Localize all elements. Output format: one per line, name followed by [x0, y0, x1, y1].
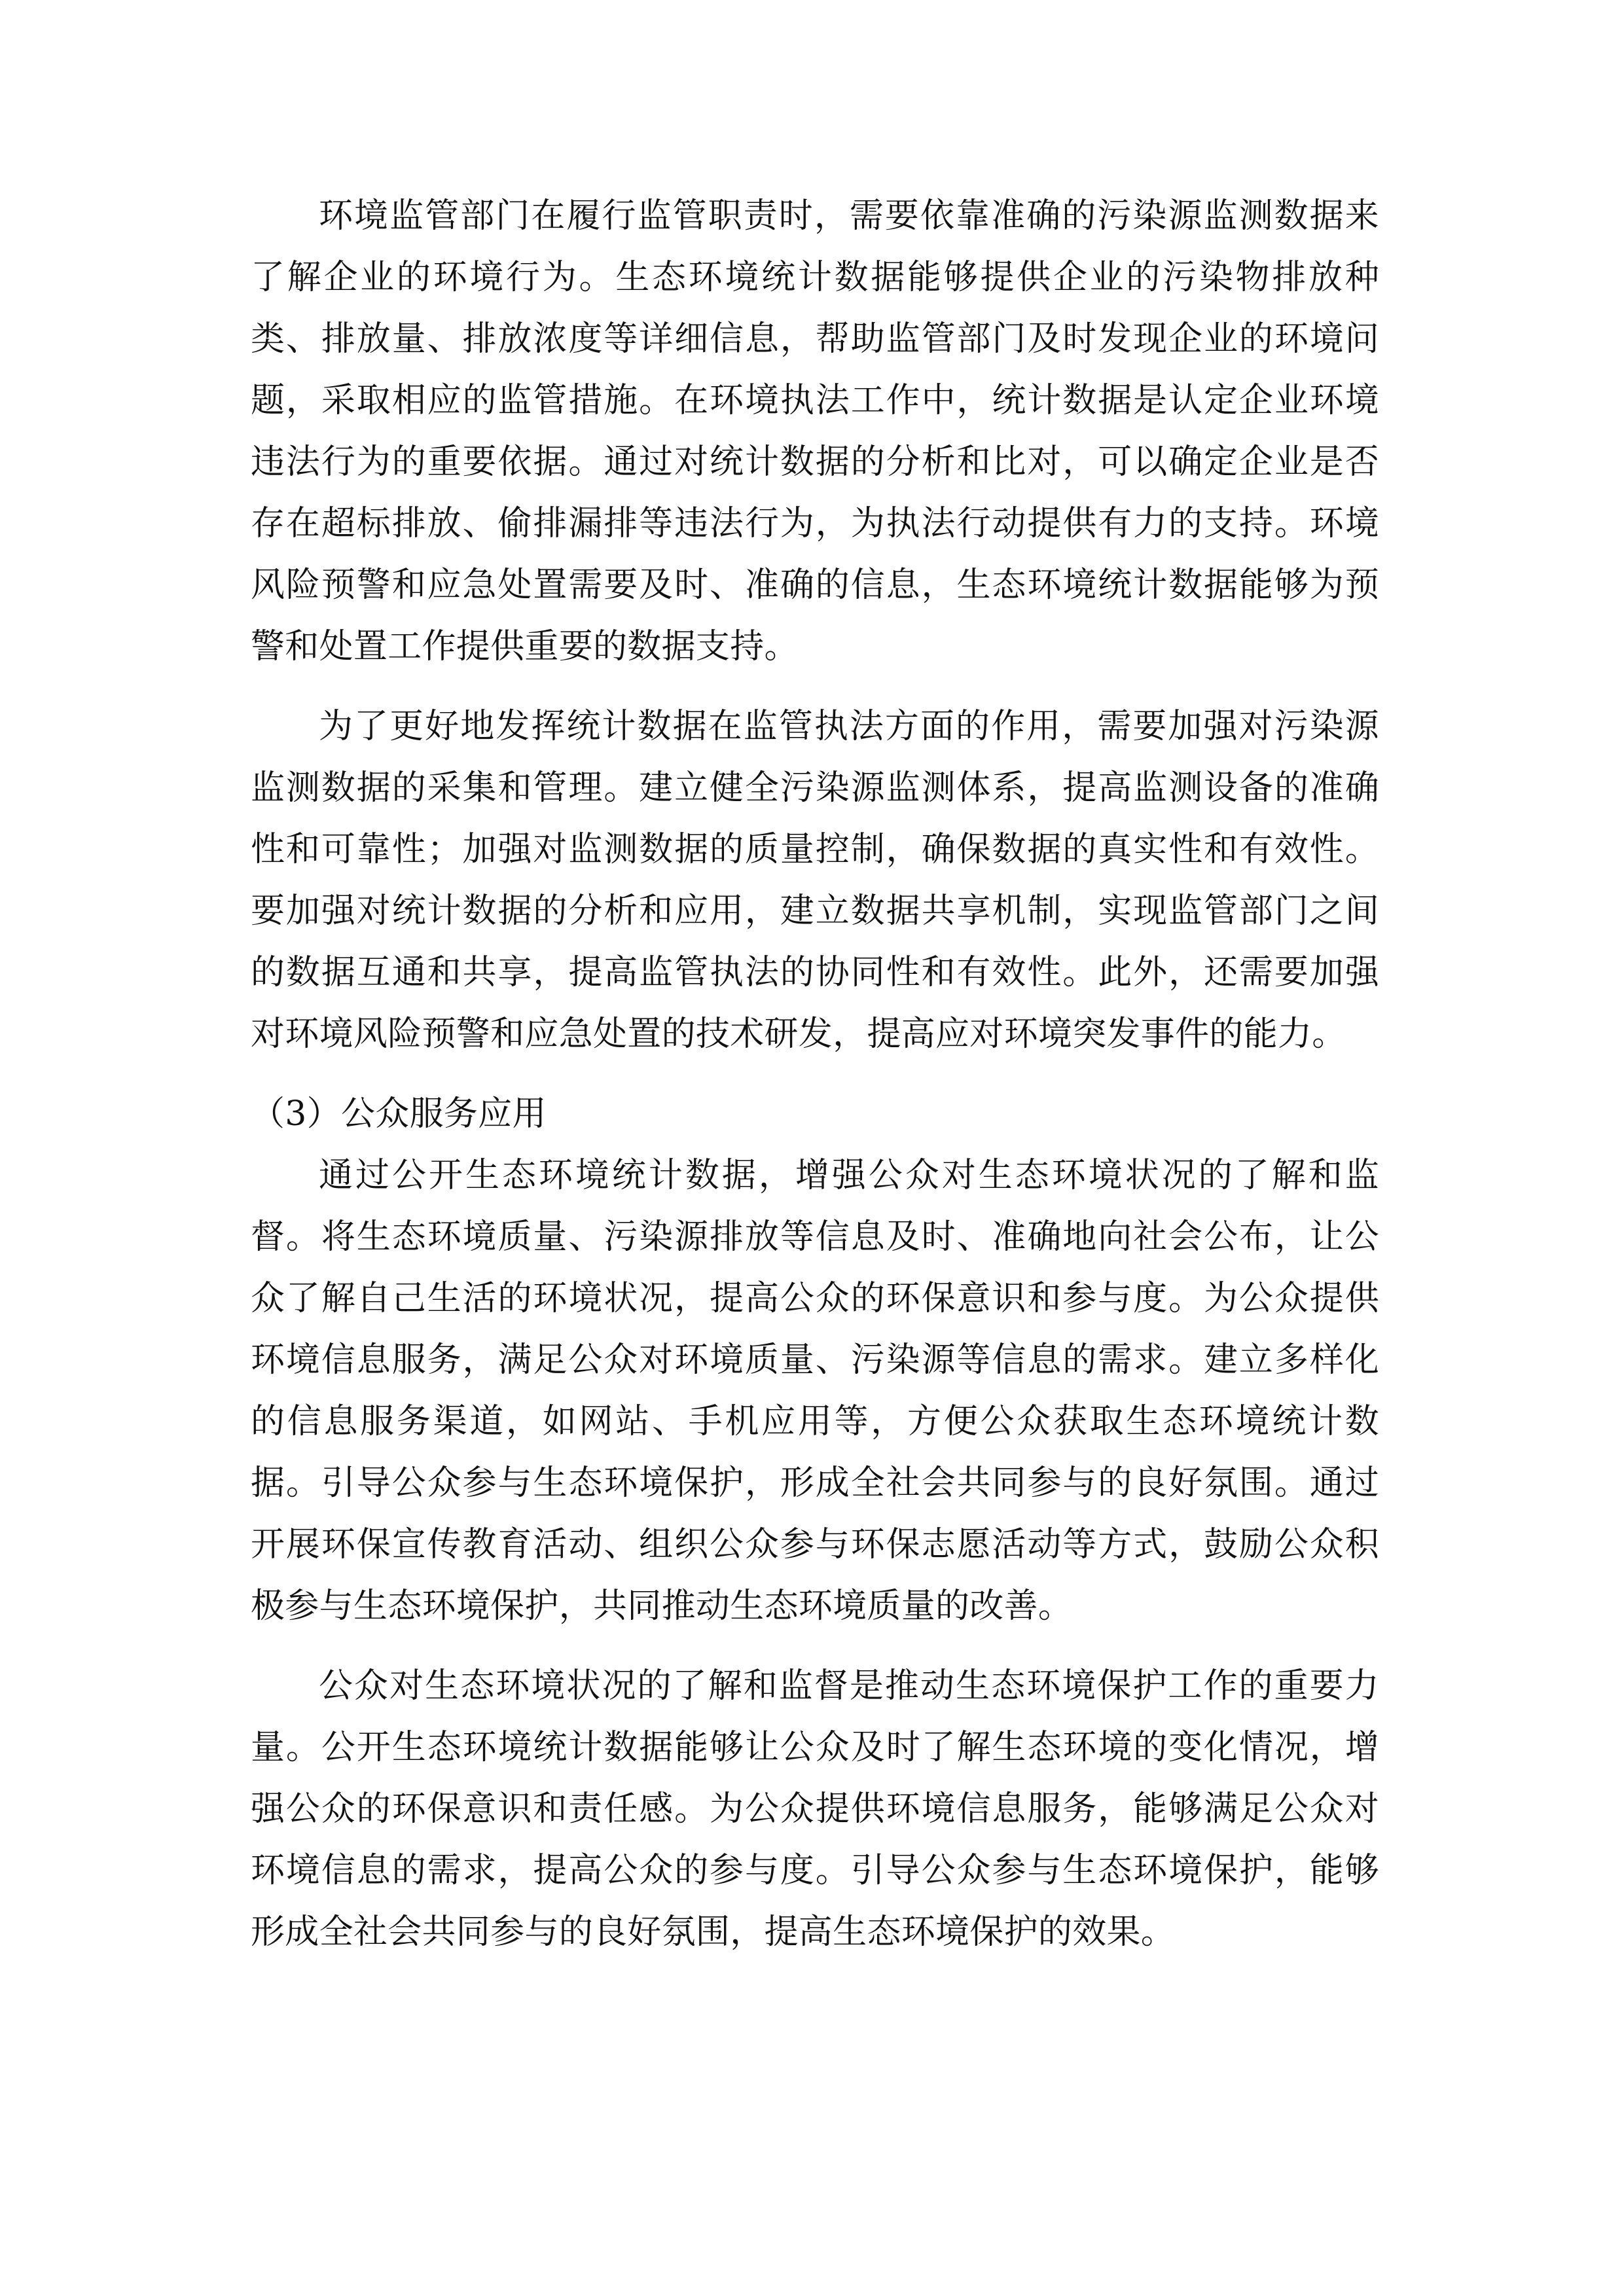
paragraph-public-disclosure: 通过公开生态环境统计数据，增强公众对生态环境状况的了解和监督。将生态环境质量、污染源排放等信息及时、准确地向社会公布，让公众了解自己生活的环境状况，提高公众的环保意识和参与度。为公众提供环境信息服务，满足公众对环境质量、污染源等信息的需求。建立多样化的信息服务渠道，如网站、手机应用等，方便公众获取生态环境统计数据。引导公众参与生态环境保护，形成全社会共同参与的良好氛围。通过开展环保宣传教育活动、组织公众参与环保志愿活动等方式，鼓励公众积极参与生态环境保护，共同推动生态环境质量的改善。 — [251, 1156, 1379, 1626]
section-heading-public-service: （3）公众服务应用 — [251, 1094, 547, 1134]
paragraph-strengthen-data-management: 为了更好地发挥统计数据在监管执法方面的作用，需要加强对污染源监测数据的采集和管理。建立健全污染源监测体系，提高监测设备的准确性和可靠性；加强对监测数据的质量控制，确保数据的真实性和有效性。要加强对统计数据的分析和应用，建立数据共享机制，实现监管部门之间的数据互通和共享，提高监管执法的协同性和有效性。此外，还需要加强对环境风险预警和应急处置的技术研发，提高应对环境突发事件的能力。 — [251, 707, 1379, 1054]
paragraph-public-supervision: 公众对生态环境状况的了解和监督是推动生态环境保护工作的重要力量。公开生态环境统计数据能够让公众及时了解生态环境的变化情况，增强公众的环保意识和责任感。为公众提供环境信息服务，能够满足公众对环境信息的需求，提高公众的参与度。引导公众参与生态环境保护，能够形成全社会共同参与的良好氛围，提高生态环境保护的效果。 — [251, 1666, 1379, 1952]
document-body — [251, 185, 1379, 1981]
paragraph-regulatory-use: 环境监管部门在履行监管职责时，需要依靠准确的污染源监测数据来了解企业的环境行为。生态环境统计数据能够提供企业的污染物排放种类、排放量、排放浓度等详细信息，帮助监管部门及时发现企业的环境问题，采取相应的监管措施。在环境执法工作中，统计数据是认定企业环境违法行为的重要依据。通过对统计数据的分析和比对，可以确定企业是否存在超标排放、偷排漏排等违法行为，为执法行动提供有力的支持。环境风险预警和应急处置需要及时、准确的信息，生态环境统计数据能够为预警和处置工作提供重要的数据支持。 — [251, 196, 1379, 666]
